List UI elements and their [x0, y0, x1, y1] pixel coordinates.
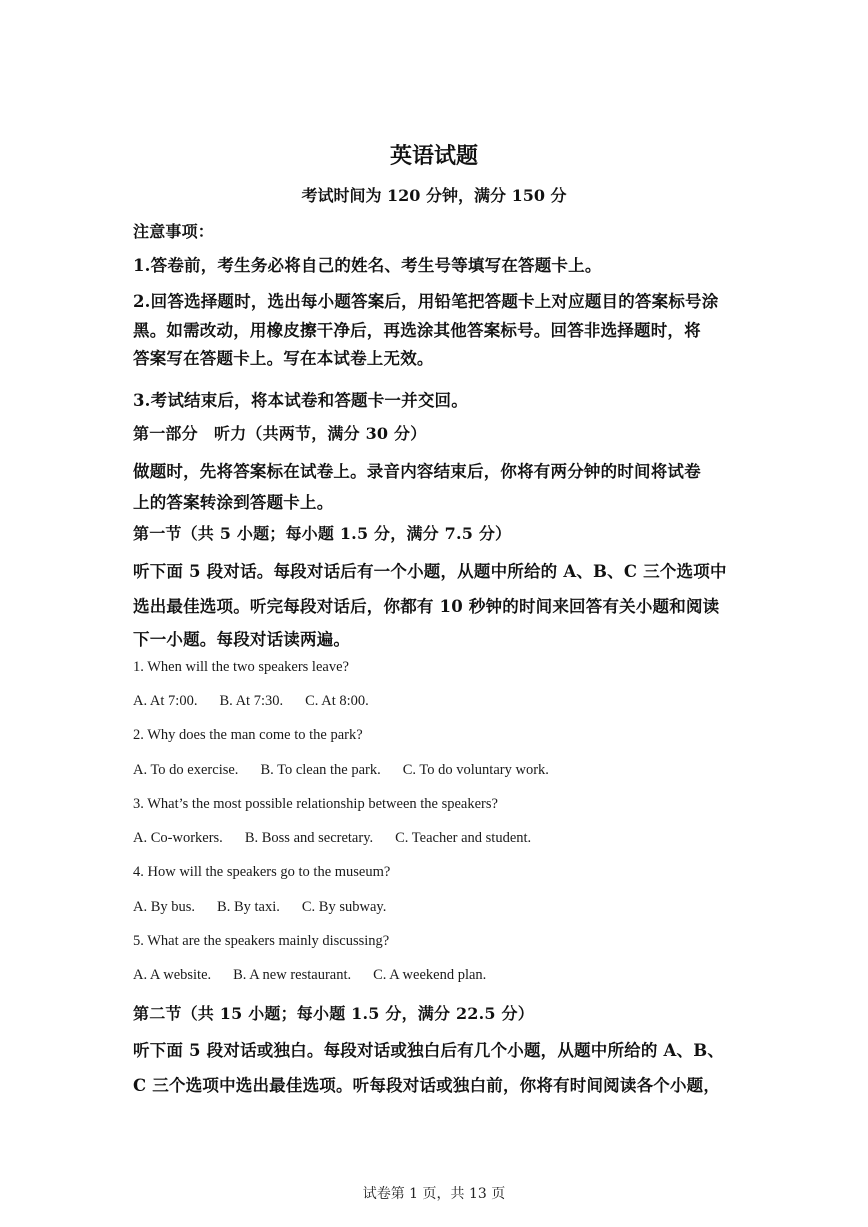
question-5-options	[133, 967, 508, 984]
option-b: B. By taxi.	[217, 899, 280, 915]
option-a: A. At 7:00.	[133, 693, 198, 709]
option-b: B. At 7:30.	[219, 693, 284, 709]
notice-item-2-line-3: 答案写在答题卡上。写在本试卷上无效。	[133, 349, 434, 368]
page-title: 英语试题	[389, 143, 478, 169]
question-2-options	[133, 762, 571, 779]
notice-item-3: 3.考试结束后，将本试卷和答题卡一并交回。	[133, 391, 468, 410]
option-c: C. A weekend plan.	[373, 967, 487, 983]
option-b: B. Boss and secretary.	[244, 830, 374, 846]
question-1-options	[133, 693, 391, 710]
question-3-options	[133, 830, 553, 847]
question-5: 5. What are the speakers mainly discussing?	[133, 933, 390, 949]
section2-intro-line-1: 听下面 5 段对话或独白。每段对话或独白后有几个小题，从题中所给的 A、B、	[133, 1041, 725, 1060]
section1-intro-line-2: 选出最佳选项。听完每段对话后，你都有 10 秒钟的时间来回答有关小题和阅读	[133, 597, 720, 616]
option-a: A. Co-workers.	[133, 830, 223, 846]
section2-intro-line-2: C 三个选项中选出最佳选项。听每段对话或独白前，你将有时间阅读各个小题，	[133, 1076, 721, 1095]
option-a: A. By bus.	[133, 899, 196, 915]
notice-item-2-line-2: 黑。如需改动，用橡皮擦干净后，再选涂其他答案标号。回答非选择题时，将	[133, 321, 701, 340]
section2-heading: 第二节（共 15 小题；每小题 1.5 分，满分 22.5 分）	[133, 1004, 534, 1023]
section1-intro-line-3: 下一小题。每段对话读两遍。	[133, 630, 351, 649]
page-footer: 试卷第 1 页，共 13 页	[362, 1186, 506, 1202]
part1-intro-line-1: 做题时，先将答案标在试卷上。录音内容结束后，你将有两分钟的时间将试卷	[133, 462, 701, 481]
question-2: 2. Why does the man come to the park?	[133, 727, 363, 743]
part1-intro-line-2: 上的答案转涂到答题卡上。	[133, 493, 334, 512]
page-subtitle: 考试时间为 120 分钟，满分 150 分	[301, 186, 567, 205]
notice-heading: 注意事项：	[133, 222, 215, 241]
option-a: A. To do exercise.	[133, 762, 239, 778]
option-a: A. A website.	[133, 967, 212, 983]
part1-heading: 第一部分 听力（共两节，满分 30 分）	[133, 424, 427, 443]
option-b: B. A new restaurant.	[233, 967, 352, 983]
question-4-options	[133, 899, 408, 916]
section1-heading: 第一节（共 5 小题；每小题 1.5 分，满分 7.5 分）	[133, 524, 512, 543]
option-c: C. Teacher and student.	[395, 830, 532, 846]
notice-item-2-line-1: 2.回答选择题时，选出每小题答案后，用铅笔把答题卡上对应题目的答案标号涂	[133, 292, 719, 311]
question-4: 4. How will the speakers go to the museum?	[133, 864, 391, 880]
option-c: C. To do voluntary work.	[402, 762, 549, 778]
question-3: 3. What’s the most possible relationship between the speakers?	[133, 796, 498, 812]
option-c: C. At 8:00.	[305, 693, 369, 709]
notice-item-1: 1.答卷前，考生务必将自己的姓名、考生号等填写在答题卡上。	[133, 256, 602, 275]
option-c: C. By subway.	[301, 899, 387, 915]
option-b: B. To clean the park.	[260, 762, 381, 778]
section1-intro-line-1: 听下面 5 段对话。每段对话后有一个小题，从题中所给的 A、B、C 三个选项中	[133, 562, 727, 581]
question-1: 1. When will the two speakers leave?	[133, 659, 349, 675]
